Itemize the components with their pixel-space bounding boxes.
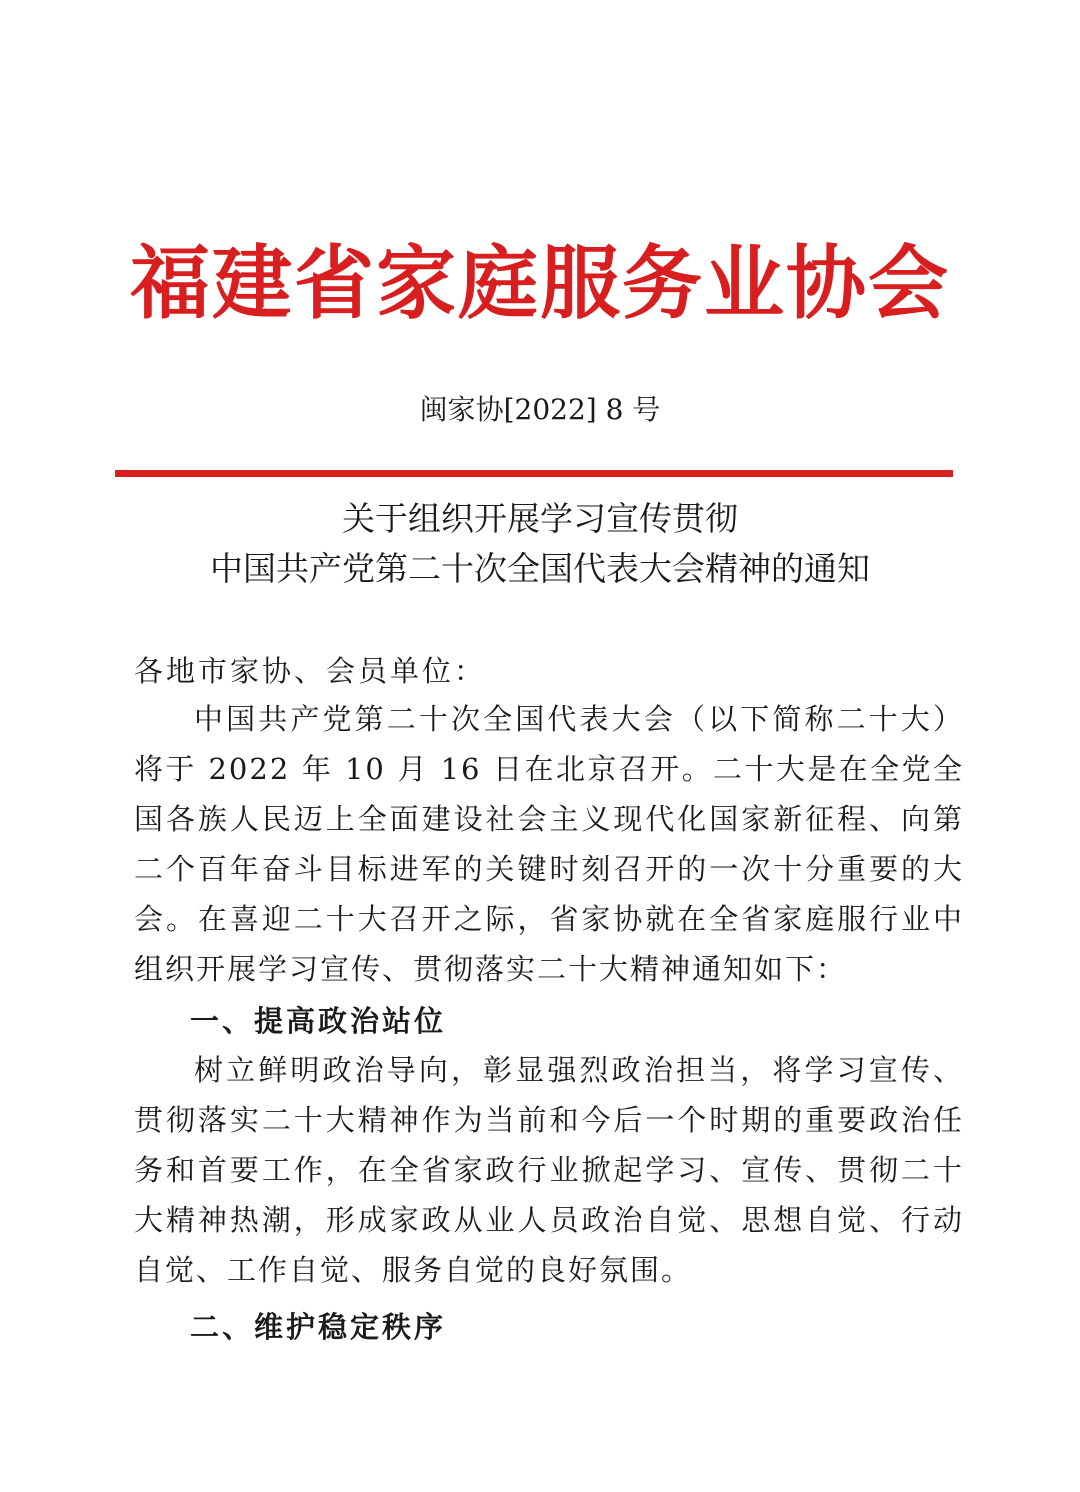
section-heading-2: 二、维护稳定秩序 xyxy=(190,1310,447,1344)
section-heading-1: 一、提高政治站位 xyxy=(190,1004,447,1038)
red-separator-line xyxy=(115,470,953,477)
organization-letterhead: 福建省家庭服务业协会 xyxy=(130,236,950,330)
body-paragraph-2: 树立鲜明政治导向，彰显强烈政治担当，将学习宣传、贯彻落实二十大精神作为当前和今后一个时期的重要政治任务和首要工作，在全省家政行业掀起学习、宣传、贯彻二十大精神热潮，形成家政从业人员政治自觉、思想自觉、行动自觉、工作自觉、服务自觉的良好氛围。 xyxy=(134,1053,964,1287)
document-title-line-1: 关于组织开展学习宣传贯彻 xyxy=(342,499,738,538)
body-paragraph-1: 中国共产党第二十次全国代表大会（以下简称二十大）将于 2022 年 10 月 16 日在北京召开。二十大是在全党全国各族人民迈上全面建设社会主义现代化国家新征程、向第二个百年奋斗目标进军的关键时刻召开的一次十分重要的大会。在喜迎二十大召开之际，省家协就在全省家庭服行业中组织开展学习宣传、贯彻落实二十大精神通知如下： xyxy=(134,702,964,986)
document-title-line-2: 中国共产党第二十次全国代表大会精神的通知 xyxy=(210,549,870,588)
document-number: 闽家协[2022] 8 号 xyxy=(419,393,661,426)
salutation: 各地市家协、会员单位： xyxy=(134,654,487,688)
